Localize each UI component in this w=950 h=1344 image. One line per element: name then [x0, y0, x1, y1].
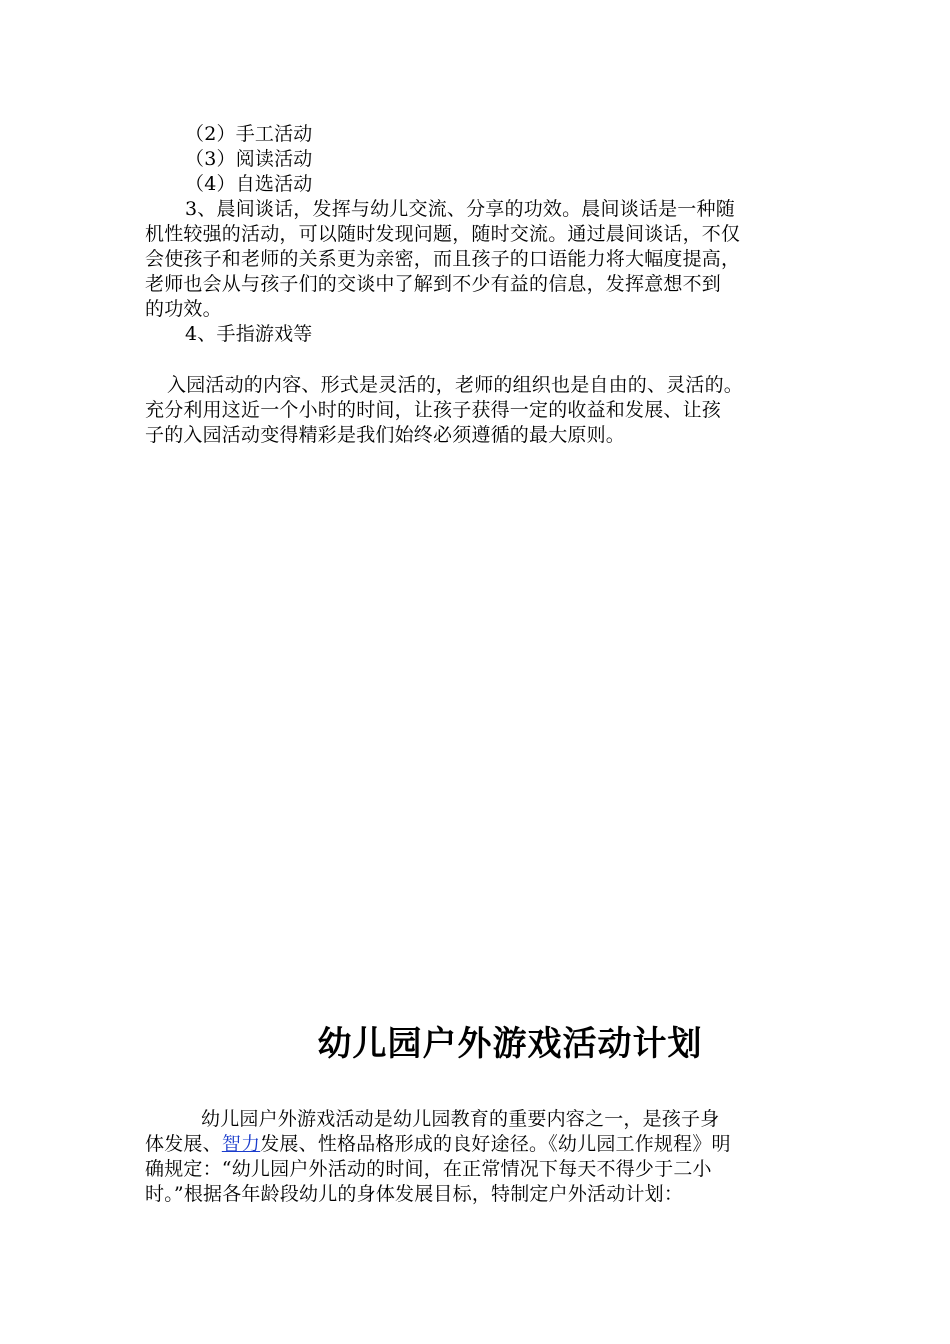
list-item: （4）自选活动 — [185, 173, 313, 195]
paragraph-line: 时。”根据各年龄段幼儿的身体发展目标，特制定户外活动计划： — [145, 1183, 684, 1205]
paragraph-line: 会使孩子和老师的关系更为亲密，而且孩子的口语能力将大幅度提高， — [145, 248, 741, 270]
list-item: （3）阅读活动 — [185, 148, 313, 170]
intro-paragraph — [145, 1107, 813, 1207]
page-title: 幼儿园户外游戏活动计划 — [317, 1024, 703, 1064]
list-item: 4、手指游戏等 — [185, 323, 313, 345]
list-item: （2）手工活动 — [185, 123, 313, 145]
paragraph-line: 确规定：“幼儿园户外活动的时间，在正常情况下每天不得少于二小 — [145, 1158, 712, 1180]
activity-list — [145, 122, 813, 197]
paragraph-line: 3、晨间谈话，发挥与幼儿交流、分享的功效。晨间谈话是一种随 — [185, 198, 735, 220]
paragraph-line: 幼儿园户外游戏活动是幼儿园教育的重要内容之一，是孩子身 — [201, 1108, 720, 1130]
morning-talk-paragraph — [145, 197, 813, 322]
paragraph-line: 机性较强的活动，可以随时发现问题，随时交流。通过晨间谈话，不仅 — [145, 223, 741, 245]
paragraph-line: 子的入园活动变得精彩是我们始终必须遵循的最大原则。 — [145, 424, 626, 446]
paragraph-line: 充分利用这近一个小时的时间，让孩子获得一定的收益和发展、让孩 — [145, 399, 722, 421]
paragraph-line: 的功效。 — [145, 298, 222, 320]
finger-games-item — [145, 322, 813, 347]
paragraph-line: 入园活动的内容、形式是灵活的，老师的组织也是自由的、灵活的。 — [167, 374, 744, 396]
paragraph-line: 老师也会从与孩子们的交谈中了解到不少有益的信息，发挥意想不到 — [145, 273, 722, 295]
intelligence-link[interactable]: 智力 — [221, 1133, 261, 1155]
text-segment: 体发展、 — [145, 1133, 222, 1155]
text-segment: 发展、性格品格形成的良好途径。《幼儿园工作规程》明 — [260, 1133, 731, 1155]
summary-paragraph — [145, 373, 813, 448]
paragraph-line — [145, 1132, 813, 1157]
